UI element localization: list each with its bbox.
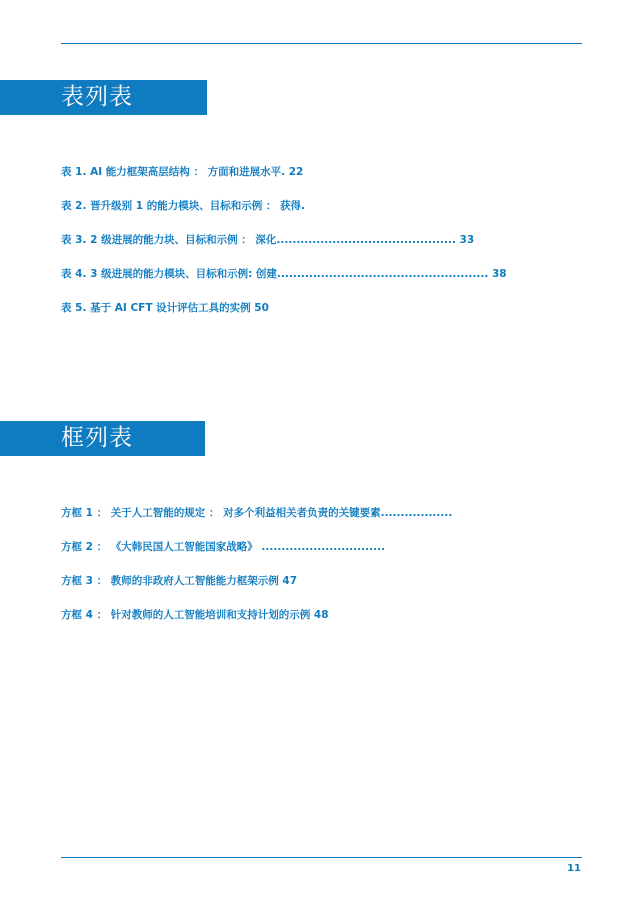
- toc-entry-box-1[interactable]: [61, 506, 581, 540]
- footer-rule: [61, 857, 582, 858]
- toc-entry-text: 表 2. 晋升级别 1 的能力模块、目标和示例 ： 获得.: [61, 200, 306, 212]
- toc-entry-box-3[interactable]: [61, 574, 581, 608]
- toc-entry-text: 表 3. 2 级进展的能力块、目标和示例 ： 深化............................................. 33: [61, 234, 475, 246]
- page-number: 11: [567, 863, 581, 874]
- header-rule: [61, 43, 582, 44]
- toc-entry-box-2[interactable]: [61, 540, 581, 574]
- list-of-tables: [61, 165, 581, 335]
- toc-entry-table-5[interactable]: [61, 301, 581, 335]
- toc-entry-text: 方框 2 ： 《大韩民国人工智能国家战略》 ...............................: [61, 541, 386, 553]
- toc-entry-text: 方框 1 ： 关于人工智能的规定 ： 对多个利益相关者负责的关键要素..................: [61, 507, 453, 519]
- toc-entry-text: 方框 3 ： 教师的非政府人工智能能力框架示例 47: [61, 575, 298, 587]
- list-of-tables-heading: 表列表: [0, 80, 207, 115]
- toc-entry-table-1[interactable]: [61, 165, 581, 199]
- toc-entry-text: 表 1. AI 能力框架高层结构 ： 方面和进展水平. 22: [61, 166, 304, 178]
- toc-entry-text: 方框 4 ： 针对教师的人工智能培训和支持计划的示例 48: [61, 609, 329, 621]
- list-of-boxes-heading: 框列表: [0, 421, 205, 456]
- toc-entry-box-4[interactable]: [61, 608, 581, 642]
- toc-entry-table-2[interactable]: [61, 199, 581, 233]
- list-of-boxes: [61, 506, 581, 642]
- toc-entry-table-4[interactable]: [61, 267, 581, 301]
- toc-entry-text: 表 4. 3 级进展的能力模块、目标和示例: 创建..................................................... 38: [61, 268, 507, 280]
- toc-entry-text: 表 5. 基于 AI CFT 设计评估工具的实例 50: [61, 302, 269, 314]
- toc-entry-table-3[interactable]: [61, 233, 581, 267]
